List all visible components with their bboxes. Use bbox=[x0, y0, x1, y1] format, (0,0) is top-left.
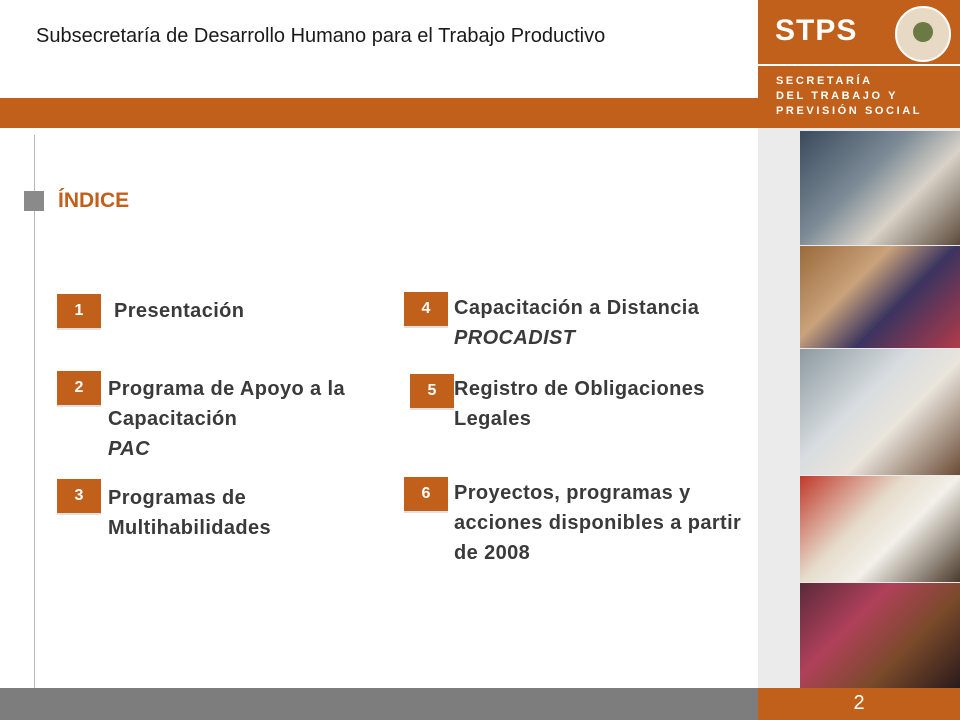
mexican-coat-of-arms-icon bbox=[895, 6, 951, 62]
index-item-sub: PROCADIST bbox=[454, 327, 576, 349]
photo-computer-training bbox=[800, 349, 960, 475]
index-item-label: Programa de Apoyo a la Capacitación bbox=[108, 378, 346, 430]
index-item-presentacion[interactable] bbox=[114, 296, 244, 326]
index-item-label: Registro de Obligaciones Legales bbox=[454, 378, 705, 430]
item-number-2: 2 bbox=[57, 371, 101, 405]
item-number-4: 4 bbox=[404, 292, 448, 326]
index-item-pac[interactable] bbox=[108, 374, 368, 464]
section-title: ÍNDICE bbox=[58, 189, 130, 212]
photo-computer-lab bbox=[800, 131, 960, 245]
index-item-label: Programas de Multihabilidades bbox=[108, 487, 272, 539]
index-item-label: Presentación bbox=[114, 300, 245, 322]
index-item-sub: PAC bbox=[108, 438, 150, 460]
index-item-procadist[interactable] bbox=[454, 293, 754, 353]
item-number-3: 3 bbox=[57, 479, 101, 513]
item-number-6: 6 bbox=[404, 477, 448, 511]
vertical-divider bbox=[34, 135, 35, 690]
index-item-label: Capacitación a Distancia bbox=[454, 297, 700, 319]
photo-market-vendor bbox=[800, 583, 960, 688]
item-number-1: 1 bbox=[57, 294, 101, 328]
index-item-proyectos[interactable] bbox=[454, 478, 744, 568]
item-number-5: 5 bbox=[410, 374, 454, 408]
photo-student-writing bbox=[800, 476, 960, 582]
logo-full-name: SECRETARÍA DEL TRABAJO Y PREVISIÓN SOCIAL bbox=[776, 75, 923, 117]
index-item-label: Proyectos, programas y acciones disponibles a partir de 2008 bbox=[454, 482, 742, 564]
page-number: 2 bbox=[853, 692, 865, 714]
index-item-registro[interactable] bbox=[454, 374, 754, 434]
logo-divider bbox=[758, 64, 960, 66]
photo-indigenous-community bbox=[800, 246, 960, 348]
index-item-multihabilidades[interactable] bbox=[108, 483, 328, 543]
page-header-title: Subsecretaría de Desarrollo Humano para el Trabajo Productivo bbox=[36, 25, 606, 47]
logo-acronym: STPS bbox=[775, 14, 858, 47]
section-marker-icon bbox=[24, 191, 44, 211]
header-accent-bar bbox=[0, 98, 758, 128]
